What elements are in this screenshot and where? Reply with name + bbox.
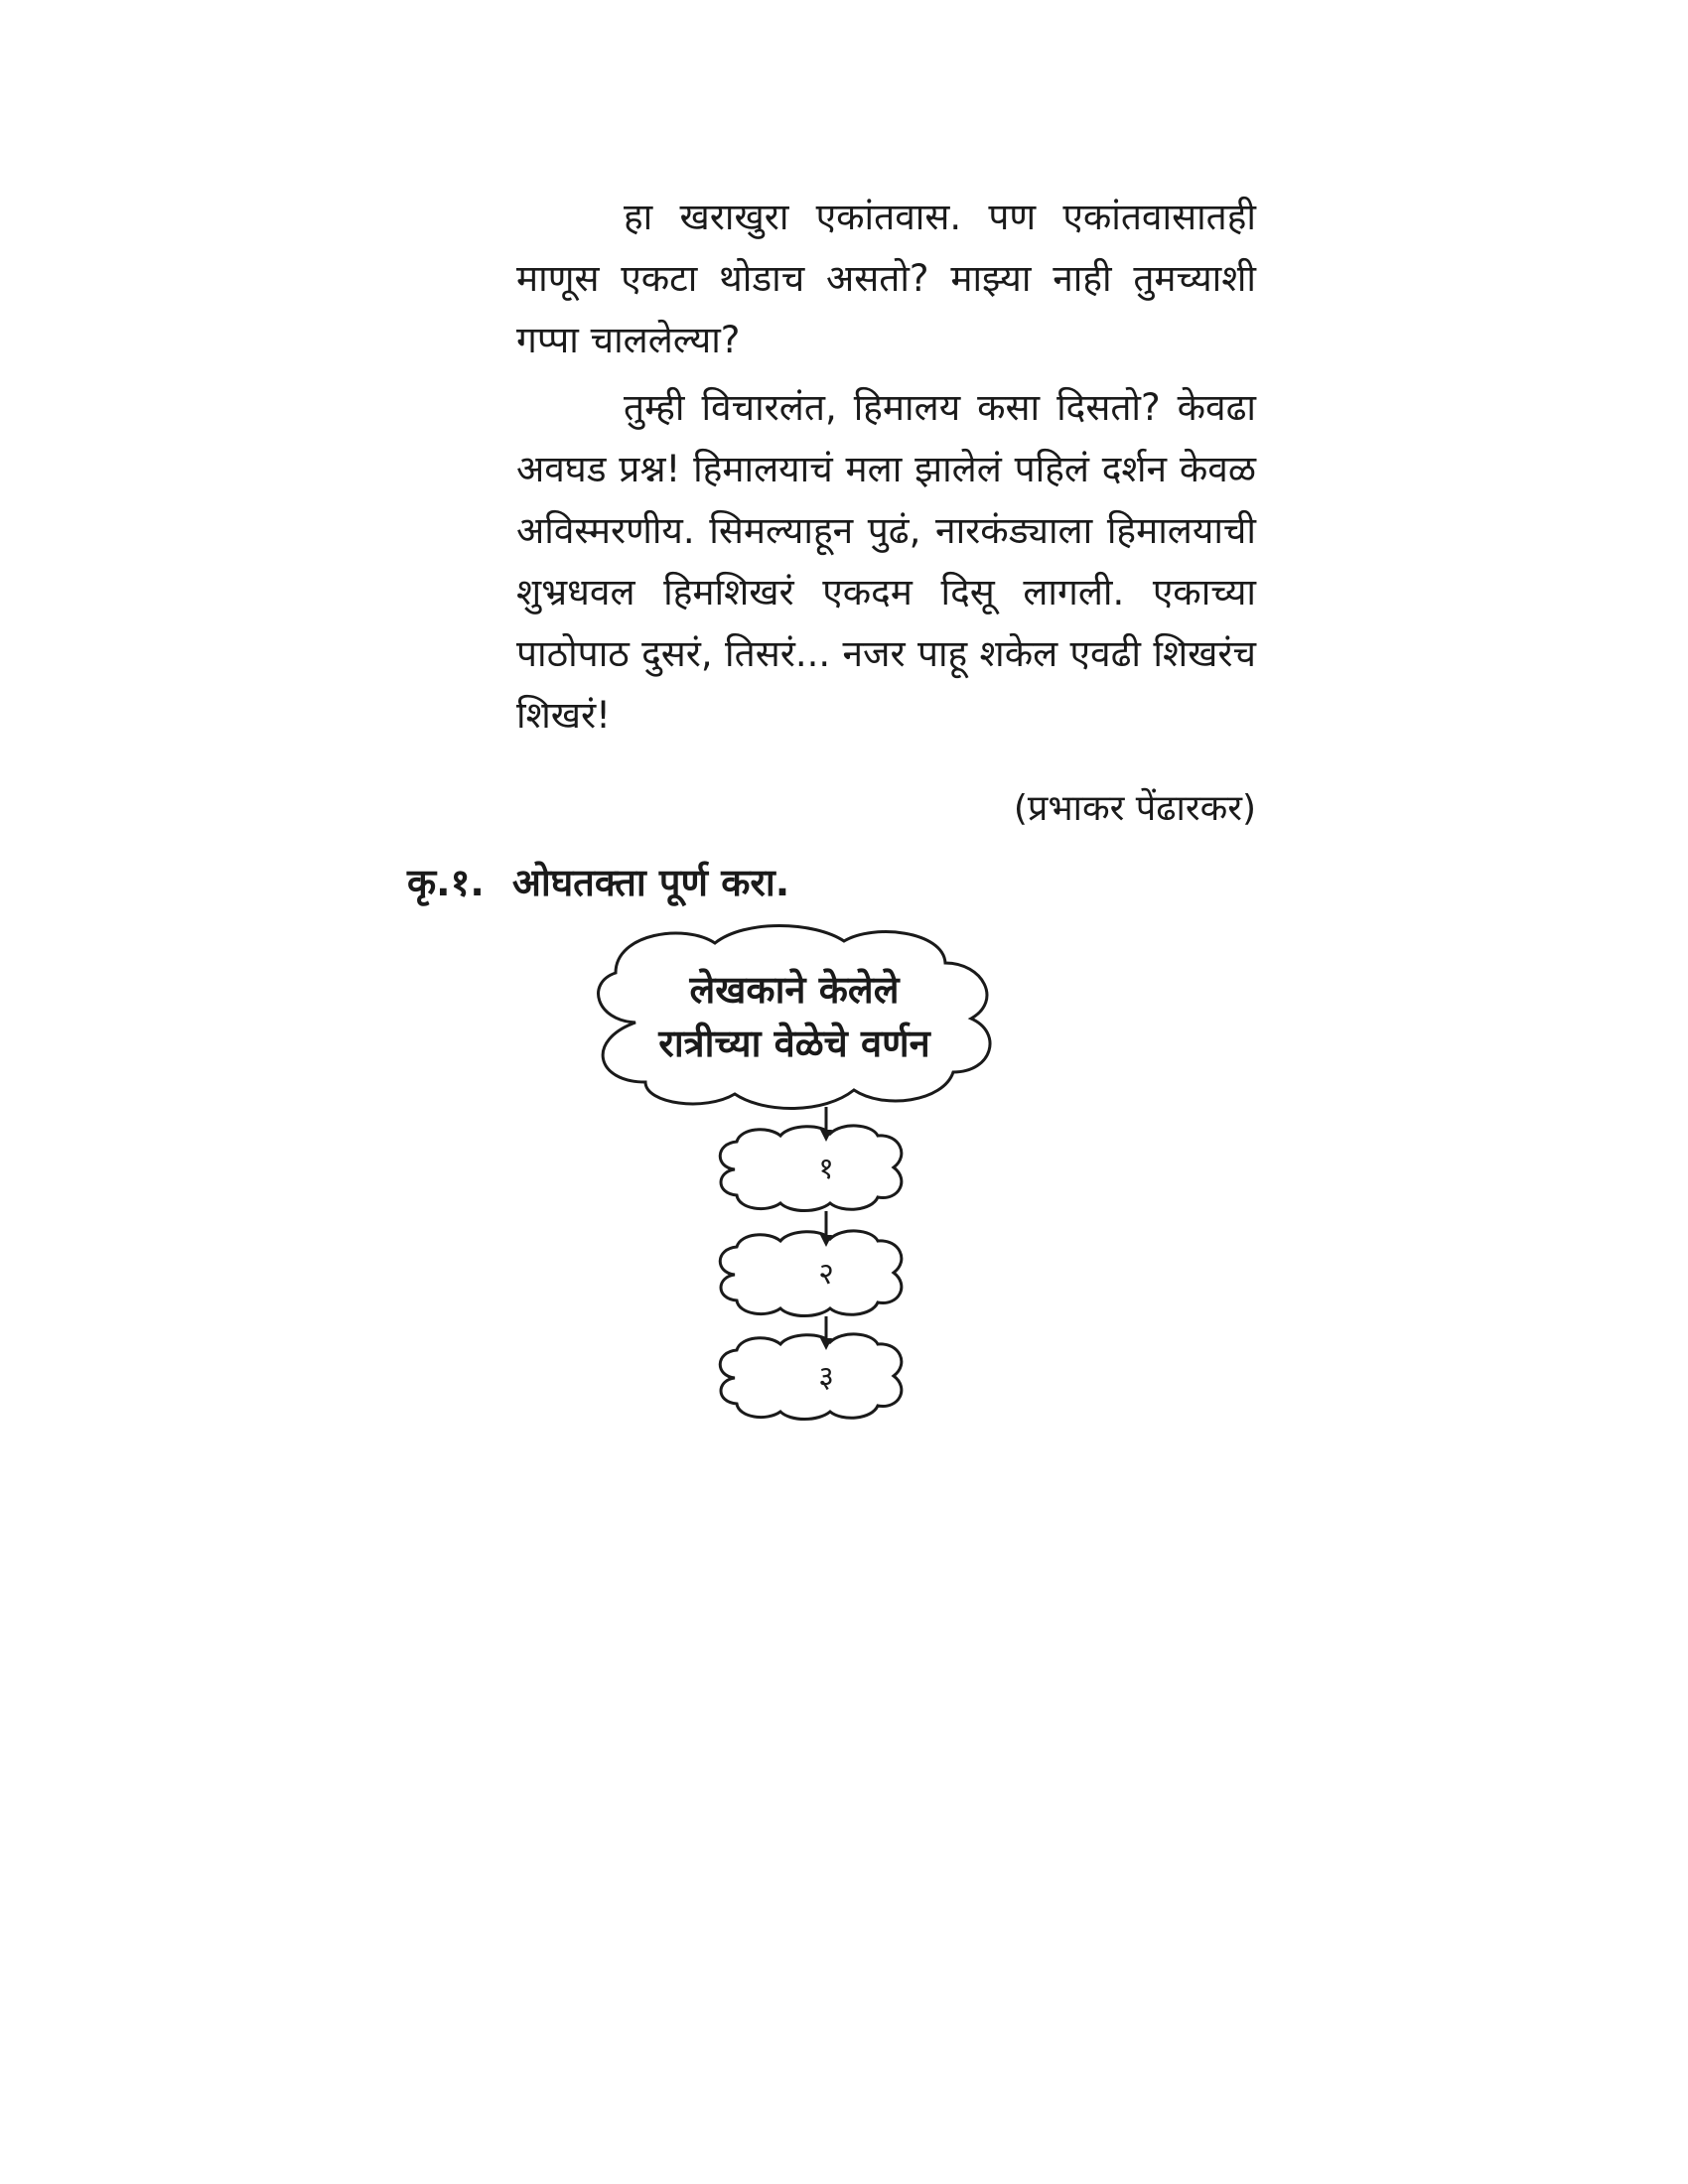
arrow-head-3 <box>820 1338 832 1350</box>
author-credit: (प्रभाकर पेंढारकर) <box>1013 788 1256 829</box>
question-text: ओघतक्ता पूर्ण करा. <box>511 861 790 904</box>
question-heading <box>407 856 789 909</box>
question-number: कृ.१. <box>407 861 485 904</box>
flowchart <box>556 923 1072 1439</box>
main-cloud-line-1: लेखकाने केलेले <box>689 968 900 1012</box>
main-cloud-text <box>645 963 943 1070</box>
passage-paragraph-1: हा खराखुरा एकांतवास. पण एकांतवासातही माणूस एकटा थोडाच असतो? माझ्या नाही तुमच्याशी गप्पा चाललेल्या? <box>516 196 1256 361</box>
arrow-head-1 <box>820 1130 832 1142</box>
arrow-head-2 <box>820 1235 832 1247</box>
step-3-label: ३ <box>818 1360 834 1395</box>
step-2-label: २ <box>818 1257 834 1292</box>
passage <box>516 187 1256 747</box>
main-cloud-line-2: रात्रीच्या वेळेचे वर्णन <box>658 1022 930 1065</box>
passage-paragraph-2: तुम्ही विचारलंत, हिमालय कसा दिसतो? केवढा अवघड प्रश्न! हिमालयाचं मला झालेलं पहिलं दर्शन केवळ अविस्मरणीय. सिमल्याहून पुढं, नारकंड्याला हिमालयाची शुभ्रधवल हिमशिखरं एकदम दिसू लागली. एकाच्या पाठोपाठ दुसरं, तिसरं... नजर पाहू शकेल एवढी शिखरंच शिखरं! <box>516 386 1256 737</box>
step-1-label: १ <box>818 1152 834 1186</box>
